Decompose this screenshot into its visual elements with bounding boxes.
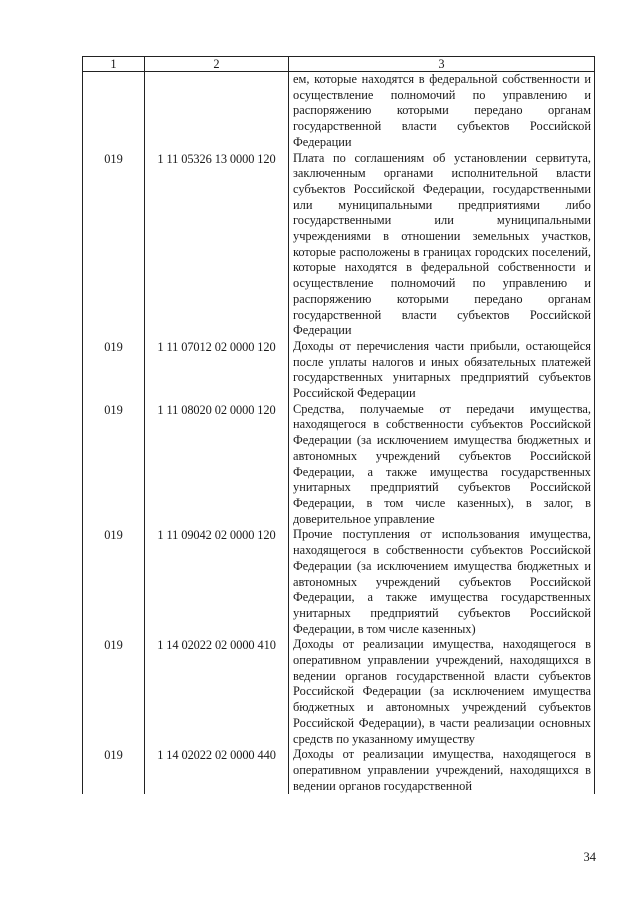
page-number: 34 <box>583 850 596 864</box>
revenue-description-cell <box>289 637 595 747</box>
revenue-description-cell <box>289 527 595 637</box>
revenue-description-cell <box>289 747 595 794</box>
revenue-code-cell: 1 11 05326 13 0000 120 <box>145 151 289 339</box>
revenue-description-cell <box>289 72 595 151</box>
description-text: Доходы от реализации имущества, находящегося в оперативном управлении учреждений, находящихся в ведении органов государственной <box>293 747 591 793</box>
administrator-code-cell: 019 <box>83 527 145 637</box>
table-body <box>83 72 595 795</box>
table-row <box>83 637 595 747</box>
table-row <box>83 151 595 339</box>
description-text: Плата по соглашениям об установлении сервитута, заключенным органами исполнительной власти субъектов Российской Федерации, государственными или муниципальными предприятиями либо государственными или муниципальными учреждениями в отношении земельных участков, которые расположены в границах городских поселений, которые находятся в федеральной собственности и осуществление полномочий по управлению и распоряжению которыми передано органам государственной власти субъектов Российской Федерации <box>293 150 591 338</box>
table-row <box>83 402 595 528</box>
description-text: Доходы от перечисления части прибыли, остающейся после уплаты налогов и иных обязательных платежей государственных унитарных предприятий субъектов Российской Федерации <box>293 338 591 401</box>
administrator-code-cell <box>83 72 145 151</box>
revenue-code-cell <box>145 72 289 151</box>
revenue-code-cell: 1 11 09042 02 0000 120 <box>145 527 289 637</box>
administrator-code-cell: 019 <box>83 637 145 747</box>
revenue-code-cell: 1 11 07012 02 0000 120 <box>145 339 289 402</box>
administrator-code-cell: 019 <box>83 747 145 794</box>
revenue-classification-table <box>82 56 595 794</box>
table-row <box>83 72 595 151</box>
revenue-code-cell: 1 14 02022 02 0000 440 <box>145 747 289 794</box>
revenue-code-cell: 1 11 08020 02 0000 120 <box>145 402 289 528</box>
table-row <box>83 747 595 794</box>
revenue-description-cell <box>289 151 595 339</box>
description-text: Прочие поступления от использования имущества, находящегося в собственности субъектов Российской Федерации (за исключением имущества бюджетных и автономных учреждений субъектов Российской Федерации, а также имущества государственных унитарных предприятий субъектов Российской Федерации, в том числе казенных) <box>293 527 591 636</box>
revenue-description-cell <box>289 339 595 402</box>
header-col-3: 3 <box>289 57 595 72</box>
header-row <box>83 57 595 72</box>
table-header <box>83 57 595 72</box>
description-text: Средства, получаемые от передачи имущества, находящегося в собственности субъектов Российской Федерации (за исключением имущества бюджетных и автономных учреждений субъектов Российской Федерации, а также имущества государственных унитарных предприятий субъектов Российской Федерации, в том числе казенных), в залог, в доверительное управление <box>293 401 591 526</box>
revenue-code-cell: 1 14 02022 02 0000 410 <box>145 637 289 747</box>
table-row <box>83 339 595 402</box>
administrator-code-cell: 019 <box>83 402 145 528</box>
description-text: Доходы от реализации имущества, находящегося в оперативном управлении учреждений, находящихся в ведении органов государственной власти субъектов Российской Федерации (за исключением имущества бюджетных и автономных учреждений субъектов Российской Федерации), в части реализации основных средств по указанному имуществу <box>293 637 591 746</box>
description-text: ем, которые находятся в федеральной собственности и осуществление полномочий по управлению и распоряжению которыми передано органам государственной власти субъектов Российской Федерации <box>293 72 591 149</box>
administrator-code-cell: 019 <box>83 339 145 402</box>
administrator-code-cell: 019 <box>83 151 145 339</box>
header-col-1: 1 <box>83 57 145 72</box>
header-col-2: 2 <box>145 57 289 72</box>
table-row <box>83 527 595 637</box>
revenue-description-cell <box>289 402 595 528</box>
